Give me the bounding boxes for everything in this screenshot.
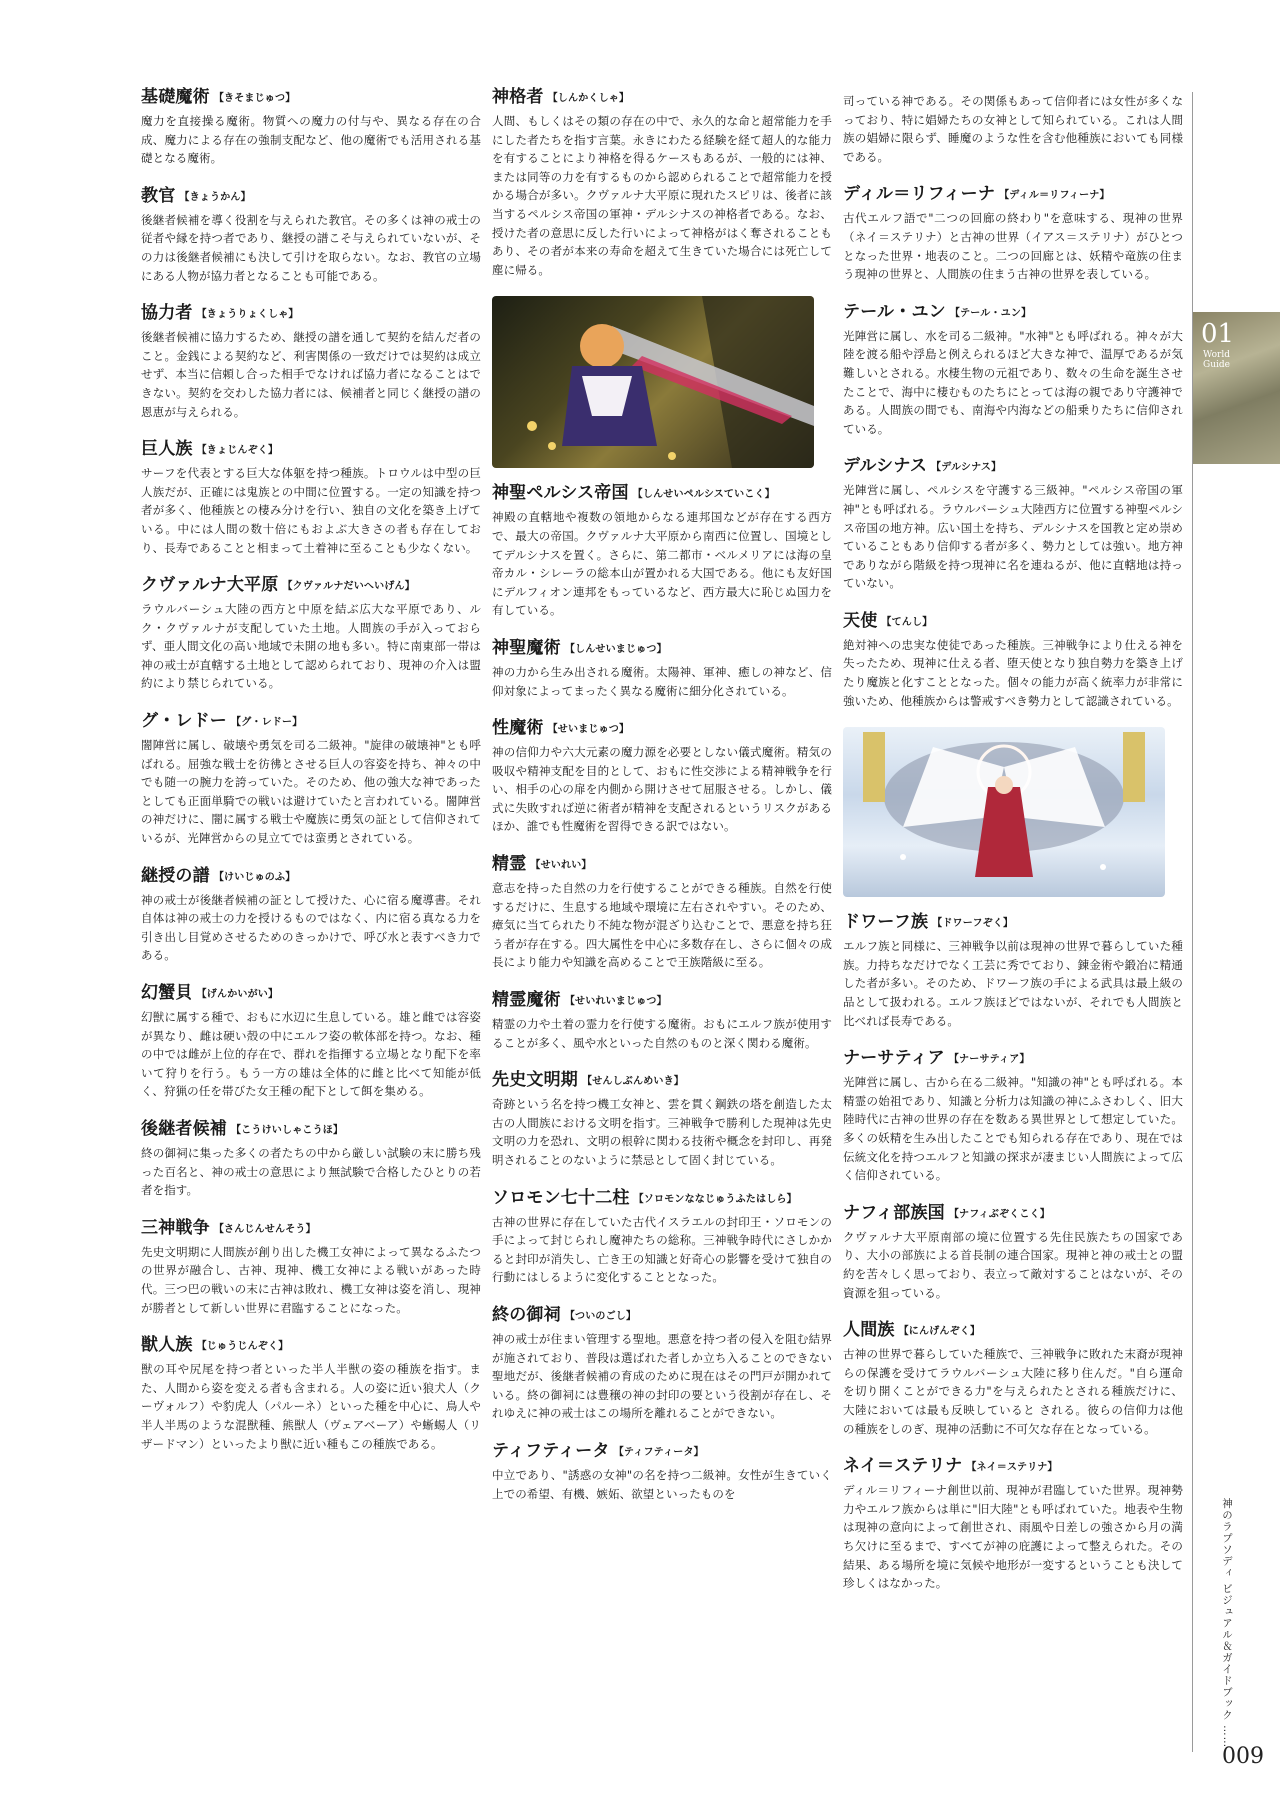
chapter-number: 01 — [1201, 319, 1235, 349]
chapter-tab — [1193, 312, 1280, 464]
entry-text: 神の力から生み出される魔術。太陽神、軍神、癒しの神など、信仰対象によってまったく異なる魔術に細分化されている。 — [492, 664, 832, 698]
entry-reading: 【きそまじゅつ】 — [213, 93, 296, 104]
chapter-label: World Guide — [1203, 350, 1230, 370]
entry-reading: 【クヴァルナだいへいげん】 — [282, 581, 415, 593]
entry-heading — [843, 911, 1183, 935]
entry-heading — [141, 438, 481, 462]
glossary-entry — [492, 717, 832, 836]
entry-text: 光陣営に属し、水を司る二級神。"水神"とも呼ばれる。神々が大陸を渡る船や浮島と例えられるほど大きな神で、温厚であるが気難しいとされる。水棲生物の元祖であり、数々の生命を誕生させたことで、海中に棲むものたちにとっては海の親であり守護神である。人間族の間でも、南海や内海などの船乗りたちに信仰されている。 — [843, 328, 1183, 436]
entry-text: 古神の世界で暮らしていた種族で、三神戦争に敗れた末裔が現神らの保護を受けてラウルバーシュ大陸に移り住んだ。"自ら運命を切り開くことができる力"を与えられたとされる種族だけに、大陸においては最も反映していると される。彼らの信仰力は他の種族をしのぎ、現神の活動に不可欠な存在となっている。 — [843, 1347, 1183, 1436]
entry-heading — [141, 1118, 481, 1142]
glossary-entry — [843, 455, 1183, 593]
entry-heading — [141, 185, 481, 209]
entry-reading: 【せいれいまじゅつ】 — [564, 996, 667, 1008]
entry-text: 神の信仰力や六大元素の魔力源を必要としない儀式魔術。精気の吸収や精神支配を目的として、おもに性交渉による精神戦争を行い、相手の心の扉を内側から開けさせて屈服させる。しかし、儀式に失敗すれば逆に術者が精神を支配されるというリスクがあるほか、誰でも性魔術を習得できる訳ではない。 — [492, 745, 832, 834]
glossary-entry — [141, 86, 481, 168]
entry-text: 先史文明期に人間族が創り出した機工女神によって異なるふたつの世界が融合し、古神、現神、機工女神による戦いがあった時代。三つ巴の戦いの末に古神は敗れ、機工女神は姿を消し、現神が勝者として新しい世界に君臨することになった。 — [141, 1244, 481, 1315]
glossary-entry — [141, 1217, 481, 1317]
glossary-entry — [843, 183, 1183, 283]
entry-reading: 【じゅうじんぞく】 — [196, 1341, 289, 1353]
entry-continuation-text: 司っている神である。その関係もあって信仰者には女性が多くなっており、特に娼婦たちの女神として知られている。これは人間族の娼婦に限らず、睡魔のような性を含む他種族においても同様である。 — [843, 94, 1183, 164]
entry-reading: 【ナーサティア】 — [948, 1054, 1030, 1066]
entry-text: 終の御祠に集った多くの者たちの中から厳しい試験の末に勝ち残った百名と、神の戒士の意思により無試験で合格したひとりの若者を指す。 — [141, 1145, 481, 1198]
entry-heading — [492, 86, 832, 110]
entry-reading: 【げんかいがい】 — [196, 989, 279, 1000]
glossary-entry — [843, 301, 1183, 439]
glossary-entry — [141, 710, 481, 848]
glossary-entry — [141, 574, 481, 693]
entry-term: 精霊 — [492, 854, 527, 875]
glossary-entry — [843, 1047, 1183, 1185]
glossary-entry — [843, 610, 1183, 710]
entry-text: クヴァルナ大平原南部の境に位置する先住民族たちの国家であり、大小の部族による首長制の連合国家。現神と神の戒士との盟約を苦々しく思っており、表立って敵対することはないが、その資源を狙っている。 — [843, 1229, 1183, 1300]
entry-heading — [492, 717, 832, 741]
entry-heading — [843, 301, 1183, 325]
entry-reading: 【てんし】 — [881, 616, 933, 628]
book-title: 神のラプソディ ビジュアル＆ガイドブック …… — [1221, 1498, 1233, 1749]
entry-reading: 【ソロモンななじゅうふたはしら】 — [633, 1193, 797, 1205]
glossary-entry — [141, 982, 481, 1101]
entry-term: 先史文明期 — [492, 1070, 578, 1091]
entry-heading — [141, 710, 481, 734]
entry-text: 後継者候補を導く役割を与えられた教官。その多くは神の戒士の従者や縁を持つ者であり、継授の譜こそ与えられていないが、その力は後継者候補にも決して引けを取らない。なお、教官の立場にある人物が協力者となることも可能である。 — [141, 212, 481, 283]
entry-term: テール・ユン — [843, 301, 946, 322]
entry-reading: 【こうけいしゃこうほ】 — [231, 1124, 344, 1136]
illustration-magical-girl — [492, 296, 814, 468]
entry-heading — [843, 610, 1183, 634]
entry-term: 神聖魔術 — [492, 637, 561, 658]
entry-heading — [141, 1334, 481, 1358]
glossary-entry — [492, 1069, 832, 1169]
entry-term: 後継者候補 — [141, 1118, 227, 1139]
entry-text: 中立であり、"誘惑の女神"の名を持つ二級神。女性が生きていく上での希望、有機、嫉妬、欲望といったものを — [492, 1467, 832, 1501]
entry-heading — [141, 86, 481, 110]
entry-reading: 【さんじんせんそう】 — [213, 1223, 316, 1235]
entry-term: ティフティータ — [492, 1440, 610, 1461]
entry-term: グ・レドー — [141, 711, 227, 732]
entry-reading: 【しんせいペルシスていこく】 — [632, 489, 775, 501]
glossary-entry — [843, 1202, 1183, 1302]
glossary-entry — [492, 637, 832, 700]
entry-reading: 【テール・ユン】 — [949, 307, 1032, 319]
entry-reading: 【せいまじゅつ】 — [547, 724, 630, 736]
entry-term: ナーサティア — [843, 1048, 945, 1069]
entry-text: 人間、もしくはその類の存在の中で、永久的な命と超常能力を手にした者たちを指す言葉。永きにわたる経験を経て超人的な能力を有することにより神格を得るケースもあるが、一般的には神、または同等の力を有するものから認められることで超常能力を授かる場合が多い。クヴァルナ大平原に現れたスピリは、後者に該当するペルシス帝国の軍神・デルシナスの神格者である。なお、授けた者の意思に反した行いによって神格がはく奪されることもあり、その者が本来の寿命を超えて生きていた場合には死亡して塵に帰る。 — [492, 114, 832, 277]
entry-heading — [492, 1069, 832, 1093]
entry-term: ネイ＝ステリナ — [843, 1456, 963, 1477]
glossary-entry — [141, 438, 481, 557]
glossary-entry — [141, 302, 481, 421]
glossary-entry — [843, 911, 1183, 1030]
entry-term: デルシナス — [843, 456, 928, 477]
entry-term: 神格者 — [492, 87, 544, 107]
illustration-angel-throne — [843, 727, 1165, 897]
entry-term: 天使 — [843, 610, 878, 631]
glossary-entry — [492, 1304, 832, 1423]
entry-reading: 【ナフィぶぞくこく】 — [948, 1208, 1051, 1220]
entry-reading: 【きょうかん】 — [179, 191, 251, 203]
entry-term: 巨人族 — [141, 439, 193, 460]
entry-term: 神聖ペルシス帝国 — [492, 483, 629, 504]
entry-reading: 【きょうりょくしゃ】 — [196, 309, 299, 321]
entry-text: 神の戒士が住まい管理する聖地。悪意を持つ者の侵入を阻む結界が施されており、普段は選ばれた者しか立ち入ることのできない聖地だが、後継者候補の育成のために現在はその門戸が開かれている。終の御祠には豊穣の神の封印の要という役割が存在し、それゆえに神の戒士はこの場所を離れることができない。 — [492, 1331, 832, 1421]
entry-term: 教官 — [141, 185, 176, 206]
entry-reading: 【デルシナス】 — [931, 462, 1002, 474]
entry-reading: 【にんげんぞく】 — [898, 1326, 981, 1338]
entry-term: ソロモン七十二柱 — [492, 1187, 630, 1208]
text-column-2 — [492, 86, 832, 1520]
entry-heading — [141, 574, 481, 598]
entry-reading: 【ドワーフぞく】 — [932, 918, 1014, 930]
entry-term: ディル＝リフィーナ — [843, 184, 996, 205]
entry-heading — [492, 1440, 832, 1464]
entry-text: 光陣営に属し、ペルシスを守護する三級神。"ペルシス帝国の軍神"とも呼ばれる。ラウルバーシュ大陸西方に位置する神聖ペルシス帝国の地方神。広い国土を持ち、デルシナスを国教と定め崇めていることもあり信仰する者が多く、勢力としては強い。地方神でありながら階級を持つ現神に名を連ねるが、他に直轄地は持っていない。 — [843, 483, 1183, 591]
entry-reading: 【グ・レドー】 — [231, 717, 303, 729]
entry-heading — [843, 1047, 1183, 1071]
entry-text: 獣の耳や尻尾を持つ者といった半人半獣の姿の種族を指す。また、人間から姿を変える者も含まれる。人の姿に近い狼犬人（クーヴォルフ）や豹虎人（パルーネ）といった種を中心に、鳥人や半人半馬のような混獣種、熊獣人（ヴェアベーア）や蜥蜴人（リザードマン）といったより獣に近い種もこの種族である。 — [141, 1362, 481, 1451]
entry-term: 性魔術 — [492, 718, 544, 739]
entry-term: 人間族 — [843, 1320, 895, 1341]
entry-text: ラウルバーシュ大陸の西方と中原を結ぶ広大な平原であり、ルク・クヴァルナが支配していた土地。人間族の手が入っておらず、亜人間文化の高い地域で未開の地も多い。特に南東部一帯は神の戒士が直轄する土地として認められており、現神の介入は盟約により禁じられている。 — [141, 602, 481, 691]
entry-heading — [141, 865, 481, 889]
entry-text: 意志を持った自然の力を行使することができる種族。自然を行使するだけに、生息する地域や環境に左右されやすい。そのため、瘴気に当てられたり不純な物が混ざり込むことで、悪意を持ち狂う者が存在する。四大属性を中心に多数存在し、さらに個々の成長により能力や知識を高めることで王族階級に至る。 — [492, 881, 832, 970]
entry-term: ドワーフ族 — [843, 912, 929, 933]
glossary-entry — [843, 1455, 1183, 1593]
glossary-entry — [492, 86, 832, 279]
entry-text: 奇跡という名を持つ機工女神と、雲を貫く鋼鉄の塔を創造した太古の人間族における文明を指す。三神戦争で勝利した現神は先史文明の力を恐れ、文明の根幹に関わる技術や概念を封印し、再発明されることのないように禁忌として固く封じている。 — [492, 1097, 832, 1167]
entry-term: 三神戦争 — [141, 1217, 210, 1238]
entry-text: 絶対神への忠実な使徒であった種族。三神戦争により仕える神を失ったため、現神に仕える者、堕天使となり独自勢力を築き上げたり魔族と化すこととなった。個々の能力が高く統率力が非常に強いため、他種族からは警戒すべき勢力として認識されている。 — [843, 637, 1183, 708]
entry-text: 闇陣営に属し、破壊や勇気を司る二級神。"旋律の破壊神"とも呼ばれる。屈強な戦士を彷彿とさせる巨人の容姿を持ち、神々の中でも随一の腕力を誇っていた。そのため、他の強大な神であったとしても正面単騎での戦いは避けていたと言われている。闇陣営の神だけに、闇に属する戦士や魔族に勇気の証として信仰されているが、光陣営からの見立てでは蛮勇とされている。 — [141, 738, 481, 846]
entry-reading: 【ついのごし】 — [564, 1310, 637, 1322]
entry-text: 光陣営に属し、古から在る二級神。"知識の神"とも呼ばれる。本精霊の始祖であり、知識と分析力は知識の神にふさわしく、旧大陸時代に古神の世界の存在を数ある異世界として想定していた。多くの妖精を生み出したことでも知られる存在であり、現在では伝統文化を持つエルフと知識の探求が凄まじい人間族によって広く信仰されている。 — [843, 1075, 1183, 1183]
entry-text: 幻獣に属する種で、おもに水辺に生息している。雄と雌では容姿が異なり、雌は硬い殻の中にエルフ姿の軟体部を持つ。なお、種の中では雌が上位的存在で、群れを指揮する立場となり配下を率いて狩りを行う。もう一方の雄は全体的に雌と比べて知能が低く、狩猟の任を帯びた女王種の配下として餌を集める。 — [141, 1010, 481, 1099]
entry-heading — [141, 982, 481, 1006]
entry-text: 精霊の力や土着の霊力を行使する魔術。おもにエルフ族が使用することが多く、風や水といった自然のものと深く関わる魔術。 — [492, 1017, 832, 1050]
glossary-entry — [141, 865, 481, 965]
glossary-entry — [492, 989, 832, 1052]
entry-text: 魔力を直接操る魔術。物質への魔力の付与や、異なる存在の合成、魔力による存在の強制支配など、他の魔術でも活用される基礎となる魔術。 — [141, 114, 481, 166]
entry-heading — [843, 1455, 1183, 1479]
entry-heading — [843, 1202, 1183, 1226]
entry-text: エルフ族と同様に、三神戦争以前は現神の世界で暮らしていた種族。力持ちなだけでなく工芸に秀でており、錬金術や鍛冶に精通した者が多い。そのため、ドワーフ族の手による武具は最上級の品として扱われる。エルフ族ほどではないが、それでも人間族と比べれば長寿である。 — [843, 939, 1183, 1028]
glossary-entry — [141, 1334, 481, 1453]
entry-heading — [843, 1319, 1183, 1343]
entry-reading: 【しんかくしゃ】 — [547, 93, 630, 104]
entry-text: ディル＝リフィーナ創世以前、現神が君臨していた世界。現神勢力やエルフ族からは単に"旧大陸"とも呼ばれていた。地表や生物は現神の意向によって創世され、雨風や日差しの強さから月の満ち欠けに至るまで、すべてが神の庇護によって整えられた。その結果、ある場所を境に気候や地形が一変するということも決して珍しくはなかった。 — [843, 1483, 1183, 1591]
entry-heading — [492, 1304, 832, 1328]
entry-term: ナフィ部族国 — [843, 1202, 945, 1223]
entry-term: 獣人族 — [141, 1335, 193, 1356]
entry-term: 基礎魔術 — [141, 87, 210, 107]
glossary-entry — [492, 853, 832, 972]
entry-reading: 【きょじんぞく】 — [196, 445, 279, 457]
entry-text: 古代エルフ語で"二つの回廊の終わり"を意味する、現神の世界（ネイ＝ステリナ）と古神の世界（イアス＝ステリナ）がひとつとなった世界・地表のこと。二つの回廊とは、妖精や竜族の住まう現神の世界と、人間族の住まう古神の世界を表している。 — [843, 211, 1183, 282]
entry-heading — [492, 637, 832, 661]
entry-term: 協力者 — [141, 303, 193, 324]
entry-heading — [492, 1187, 832, 1211]
glossary-entry — [492, 482, 832, 620]
entry-reading: 【しんせいまじゅつ】 — [564, 643, 667, 655]
entry-heading — [843, 455, 1183, 479]
entry-heading — [492, 989, 832, 1013]
entry-reading: 【ディル＝リフィーナ】 — [999, 190, 1110, 202]
entry-reading: 【せいれい】 — [530, 860, 592, 872]
entry-reading: 【せんしぶんめいき】 — [582, 1076, 684, 1088]
entry-heading — [141, 302, 481, 326]
entry-text: 神殿の直轄地や複数の領地からなる連邦国などが存在する西方で、最大の帝国。クヴァルナ大平原から南西に位置し、国境としてデルシナスを置く。さらに、第二都市・ベルメリアには海の皇帝カル・シレーラの総本山が置かれる大国である。他にも友好国にデルフィオン連邦をもっているなど、西方最大に恥じぬ国力を有している。 — [492, 510, 832, 618]
text-column-1 — [141, 86, 481, 1470]
entry-text: サーフを代表とする巨大な体躯を持つ種族。トロウルは中型の巨人族だが、正確には鬼族との中間に位置する。一定の知識を持つ者が多く、他種族との棲み分けを行い、独自の文化を築き上げている。中には人間の数十倍にもおよぶ大きさの者も存在しており、長寿であることと相まって土着神に至ることも少なくない。 — [141, 466, 481, 555]
entry-heading — [141, 1217, 481, 1241]
entry-heading — [492, 853, 832, 877]
entry-term: 継授の譜 — [141, 865, 210, 886]
entry-reading: 【ティフティータ】 — [613, 1446, 704, 1458]
entry-text: 後継者候補に協力するため、継授の譜を通して契約を結んだ者のこと。金銭による契約など、利害関係の一致だけでは契約は成立せず、本当に信頼し合った相手でなければ協力者になることはできない。契約を交わした協力者には、候補者と同じく継授の譜の恩恵が与えられる。 — [141, 330, 481, 419]
entry-heading — [843, 183, 1183, 207]
entry-term: クヴァルナ大平原 — [141, 575, 279, 596]
entry-term: 幻蟹貝 — [141, 983, 193, 1003]
entry-reading: 【ネイ＝ステリナ】 — [966, 1462, 1058, 1474]
glossary-entry — [843, 1319, 1183, 1438]
entry-text: 神の戒士が後継者候補の証として授けた、心に宿る魔導書。それ自体は神の戒士の力を授けるものではなく、内に宿る真なる力を引き出し目覚めさせるためのきっかけで、呼び水と表すべき力である。 — [141, 892, 481, 963]
entry-term: 精霊魔術 — [492, 990, 561, 1011]
entry-term: 終の御祠 — [492, 1304, 561, 1325]
entry-reading: 【けいじゅのふ】 — [213, 871, 296, 883]
page-number: 009 — [1222, 1744, 1264, 1769]
glossary-entry — [492, 1440, 832, 1503]
glossary-entry — [141, 185, 481, 285]
text-column-3 — [843, 92, 1183, 1610]
glossary-entry — [492, 1187, 832, 1287]
entry-text: 古神の世界に存在していた古代イスラエルの封印王・ソロモンの手によって封じられし魔神たちの総称。三神戦争時代にさしかかると封印が消失し、亡き王の知識と好奇心の影響を受けて独自の行動にはしるように変化することとなった。 — [492, 1214, 832, 1285]
entry-heading — [492, 482, 832, 506]
glossary-entry — [141, 1118, 481, 1200]
